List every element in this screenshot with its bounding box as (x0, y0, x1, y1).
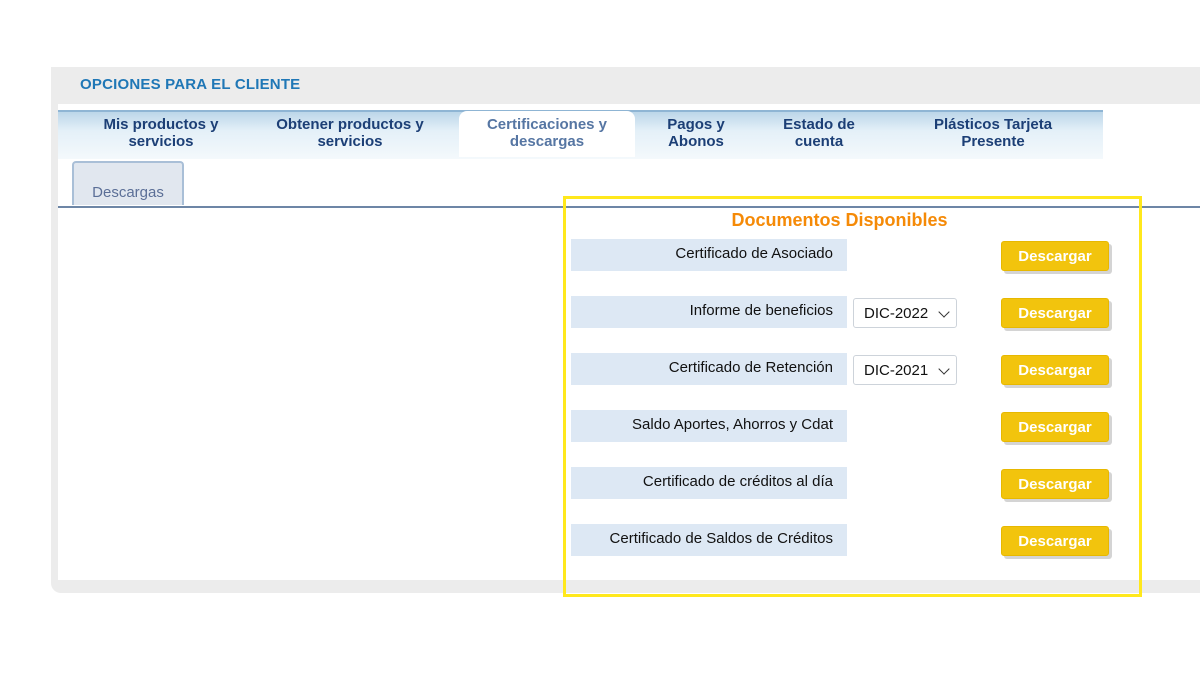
tab-pagos-abonos[interactable] (651, 116, 741, 156)
tab-label-line1: Certificaciones y (486, 116, 608, 133)
download-button-saldos-creditos[interactable]: Descargar (1001, 526, 1109, 556)
tab-mis-productos[interactable] (88, 116, 234, 156)
download-button-retencion[interactable]: Descargar (1001, 355, 1109, 385)
tab-label-line1: Obtener productos y (276, 116, 424, 133)
download-button-creditos-al-dia[interactable]: Descargar (1001, 469, 1109, 499)
tab-label-line1: Plásticos Tarjeta (933, 116, 1053, 133)
document-label-creditos-al-dia: Certificado de créditos al día (571, 467, 847, 499)
period-select-value: DIC-2021 (864, 362, 929, 379)
tab-certificaciones[interactable] (459, 111, 635, 157)
subtab-label: Descargas (92, 184, 164, 201)
document-label-saldos-creditos: Certificado de Saldos de Créditos (571, 524, 847, 556)
tab-label-line1: Pagos y (667, 116, 725, 133)
documents-title: Documentos Disponibles (731, 210, 948, 230)
tab-label-line1: Mis productos y (103, 116, 219, 133)
document-label-asociado: Certificado de Asociado (571, 239, 847, 271)
tab-label-line2: Abonos (668, 133, 724, 150)
tab-label-line2: Presente (961, 133, 1025, 150)
document-label-saldo-aportes: Saldo Aportes, Ahorros y Cdat (571, 410, 847, 442)
tab-label-line2: descargas (509, 133, 585, 150)
download-button-beneficios[interactable]: Descargar (1001, 298, 1109, 328)
chevron-down-icon (938, 306, 949, 317)
period-select-beneficios[interactable] (853, 298, 957, 328)
tab-label-line2: servicios (317, 133, 383, 150)
panel-title: OPCIONES PARA EL CLIENTE (80, 76, 301, 93)
download-button-saldo-aportes[interactable]: Descargar (1001, 412, 1109, 442)
chevron-down-icon (938, 363, 949, 374)
document-label-retencion: Certificado de Retención (571, 353, 847, 385)
tab-plasticos-tarjeta[interactable] (918, 116, 1068, 156)
period-select-retencion[interactable] (853, 355, 957, 385)
tab-label-line1: Estado de (783, 116, 855, 133)
tab-label-line2: cuenta (794, 133, 844, 150)
download-button-asociado[interactable]: Descargar (1001, 241, 1109, 271)
document-label-beneficios: Informe de beneficios (571, 296, 847, 328)
subtab-descargas[interactable] (72, 161, 184, 205)
tab-obtener-productos[interactable] (262, 116, 438, 156)
tab-estado-cuenta[interactable] (766, 116, 872, 156)
tab-label-line2: servicios (128, 133, 194, 150)
period-select-value: DIC-2022 (864, 305, 929, 322)
